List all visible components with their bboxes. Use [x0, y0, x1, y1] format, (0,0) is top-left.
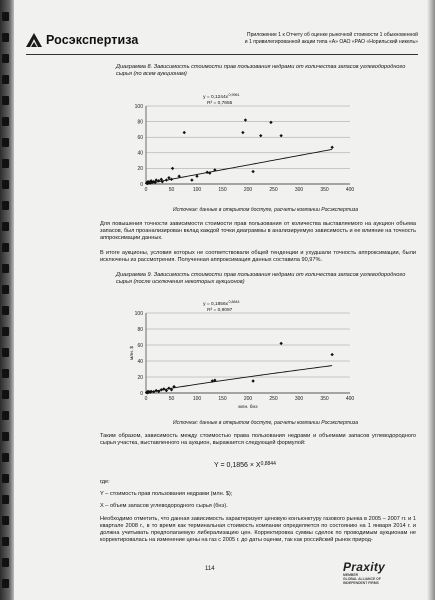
paragraph-1: Для повышения точности зависимости стоимости прав пользования от количества выставляемого на аукцион объема запасов, был проанализирован вклад каждой точки диаграммы в анализируемую зависимость и ее влияние на точность аппроксимации данных.	[100, 221, 416, 241]
x-tick-label: 250	[269, 396, 278, 402]
x-tick-label: 400	[345, 187, 355, 193]
data-point	[160, 388, 163, 391]
punch-hole	[2, 327, 9, 336]
y-tick-label: 100	[134, 310, 143, 317]
punch-hole	[2, 474, 9, 483]
formula-exponent: 0,8844	[260, 461, 276, 467]
x-tick-label: 0	[144, 187, 148, 193]
trendline-exponent: 0,8844	[228, 300, 240, 304]
x-tick-label: 50	[168, 187, 175, 193]
x-tick-label: 0	[144, 396, 148, 402]
data-point	[171, 167, 174, 170]
data-point	[244, 118, 247, 121]
y-tick-label: 100	[134, 103, 143, 110]
data-point	[170, 178, 173, 181]
paragraph-3: Таким образом, зависимость между стоимостью права пользования недрами и объемами запасов углеводородного сырья участка, выставленного на аукцион, выражается следующей формулой:	[100, 433, 416, 446]
y-tick-label: 60	[137, 342, 143, 349]
definition-y: Y – стоимость прав пользования недрами (млн. $);	[100, 491, 233, 497]
r-squared-label: R² = 0,9097	[207, 308, 233, 313]
punch-hole	[2, 453, 9, 462]
trendline-exponent: 0,9961	[228, 93, 240, 97]
punch-hole	[2, 411, 9, 420]
figure-8-caption: Диаграмма 8. Зависимость стоимости прав пользования недрами от количества запасов углеводородного сырья (по всем аукционам)	[116, 64, 406, 77]
y-tick-label: 20	[137, 166, 143, 173]
y-tick-label: 0	[140, 390, 143, 397]
trendline-equation: y = 0,1244x	[203, 95, 229, 100]
figure-9-source: Источник: данные в открытом доступе, расчеты компании Росэкспертиза	[173, 420, 359, 426]
data-point	[183, 131, 186, 134]
punch-hole	[2, 348, 9, 357]
company-logo	[26, 33, 138, 47]
r-squared-label: R² = 0,7655	[207, 101, 233, 106]
data-point	[330, 146, 333, 149]
x-tick-label: 200	[243, 396, 253, 402]
x-tick-label: 300	[294, 187, 304, 193]
data-point	[269, 121, 272, 124]
y-axis-label: млн. $	[130, 345, 135, 361]
x-tick-label: 300	[294, 396, 304, 402]
header-note	[150, 32, 418, 45]
punch-hole	[2, 495, 9, 504]
punch-hole	[2, 75, 9, 84]
punch-hole	[2, 264, 9, 273]
praxity-tagline-line: GLOBAL ALLIANCE OF	[343, 577, 381, 581]
punch-hole	[2, 138, 9, 147]
y-tick-label: 20	[137, 374, 143, 381]
x-tick-label: 400	[345, 396, 355, 402]
punch-hole	[2, 369, 9, 378]
paragraph-2: В итоге аукционы, условия которых не соответствовали общей тенденции и ухудшали точность аппроксимации, были исключены из рассмотрения. Полученная аппроксимация данных составила 90,97%.	[100, 250, 416, 263]
punch-hole	[2, 33, 9, 42]
data-point	[167, 387, 170, 390]
y-tick-label: 80	[137, 119, 143, 126]
data-point	[251, 170, 254, 173]
y-tick-label: 40	[137, 358, 143, 365]
punch-hole	[2, 54, 9, 63]
x-tick-label: 100	[192, 187, 202, 193]
praxity-tagline-line: INDEPENDENT FIRMS	[343, 581, 379, 585]
data-point	[279, 134, 282, 137]
data-point	[279, 342, 282, 345]
page-number: 114	[205, 566, 215, 572]
data-point	[165, 178, 168, 181]
punch-hole	[2, 537, 9, 546]
y-tick-label: 80	[137, 326, 143, 333]
trendline	[146, 149, 332, 184]
punch-hole	[2, 159, 9, 168]
praxity-logo	[343, 560, 413, 585]
data-point	[190, 178, 193, 181]
where-label: где:	[100, 479, 110, 485]
figure-8-chart	[125, 84, 375, 202]
y-tick-label: 40	[137, 150, 143, 157]
x-tick-label: 250	[269, 187, 278, 193]
punch-hole	[2, 306, 9, 315]
header-divider	[26, 54, 418, 55]
definition-x: X – объем запасов углеводородного сырья (бнэ).	[100, 503, 228, 509]
header-note-line: Приложение 1 к Отчету об оценке рыночной стоимости 1 обыкновенной	[246, 32, 418, 38]
data-point	[251, 379, 254, 382]
punch-hole	[2, 432, 9, 441]
punch-hole	[2, 180, 9, 189]
trendline	[146, 366, 332, 393]
formula-base: Y = 0,1856 × X	[214, 462, 261, 469]
praxity-name: Praxity	[343, 560, 386, 574]
page-edge-shadow	[427, 0, 435, 600]
x-tick-label: 150	[218, 396, 227, 402]
figure-9-chart	[118, 291, 368, 415]
header-note-line: и 1 привилегированной акции типа «А» ОАО «РАО «Норильский никель»	[244, 38, 418, 45]
x-tick-label: 350	[320, 187, 329, 193]
x-tick-label: 150	[218, 187, 227, 193]
punch-hole	[2, 12, 9, 21]
figure-9-caption: Диаграмма 9. Зависимость стоимости прав пользования недрами от количества запасов углеводородного сырья (после исключения некоторых аукционов)	[116, 272, 406, 285]
punch-hole	[2, 558, 9, 567]
figure-8-source: Источник: данные в открытом доступе, расчеты компании Росэкспертиза	[173, 207, 359, 213]
x-tick-label: 100	[192, 396, 202, 402]
trendline-equation: y = 0,1856x	[203, 302, 229, 307]
paragraph-4: Необходимо отметить, что данная зависимость характеризует ценовую конъюнктуру газового рынка в 2005 – 2007 гг. и 1 квартале 2008 г., в то время как терминальная стоимость компании определяется по состоянию на 1 января 2014 г. и должна учитывать предполагаемую либерализацию цен. Корректировка суммы сделок по проводимым аукционам не корректировалась на изменение цены на газ с 2005 г. до даты оценки, так как российский рынок природ-	[100, 516, 416, 543]
punch-hole	[2, 243, 9, 252]
x-tick-label: 50	[168, 396, 175, 402]
praxity-tagline	[343, 573, 413, 585]
x-tick-label: 200	[243, 187, 253, 193]
punch-hole	[2, 390, 9, 399]
formula	[214, 462, 276, 469]
punch-hole	[2, 579, 9, 588]
punch-hole	[2, 96, 9, 105]
data-point	[241, 131, 244, 134]
y-tick-label: 60	[137, 135, 143, 141]
x-axis-label: млн. бнэ	[238, 405, 258, 410]
data-point	[167, 176, 170, 179]
data-point	[330, 353, 333, 356]
rosexpertiza-logo-icon	[26, 33, 42, 47]
punch-hole	[2, 117, 9, 126]
punch-hole	[2, 222, 9, 231]
logo-text: Росэкспертиза	[46, 33, 139, 47]
punch-hole	[2, 201, 9, 210]
data-point	[206, 171, 209, 174]
x-tick-label: 350	[320, 396, 329, 402]
punch-hole	[2, 516, 9, 525]
punch-hole	[2, 285, 9, 294]
praxity-tagline-line: MEMBER	[343, 573, 359, 577]
data-point	[259, 134, 262, 137]
y-tick-label: 0	[140, 181, 143, 188]
binder-edge	[0, 0, 14, 600]
